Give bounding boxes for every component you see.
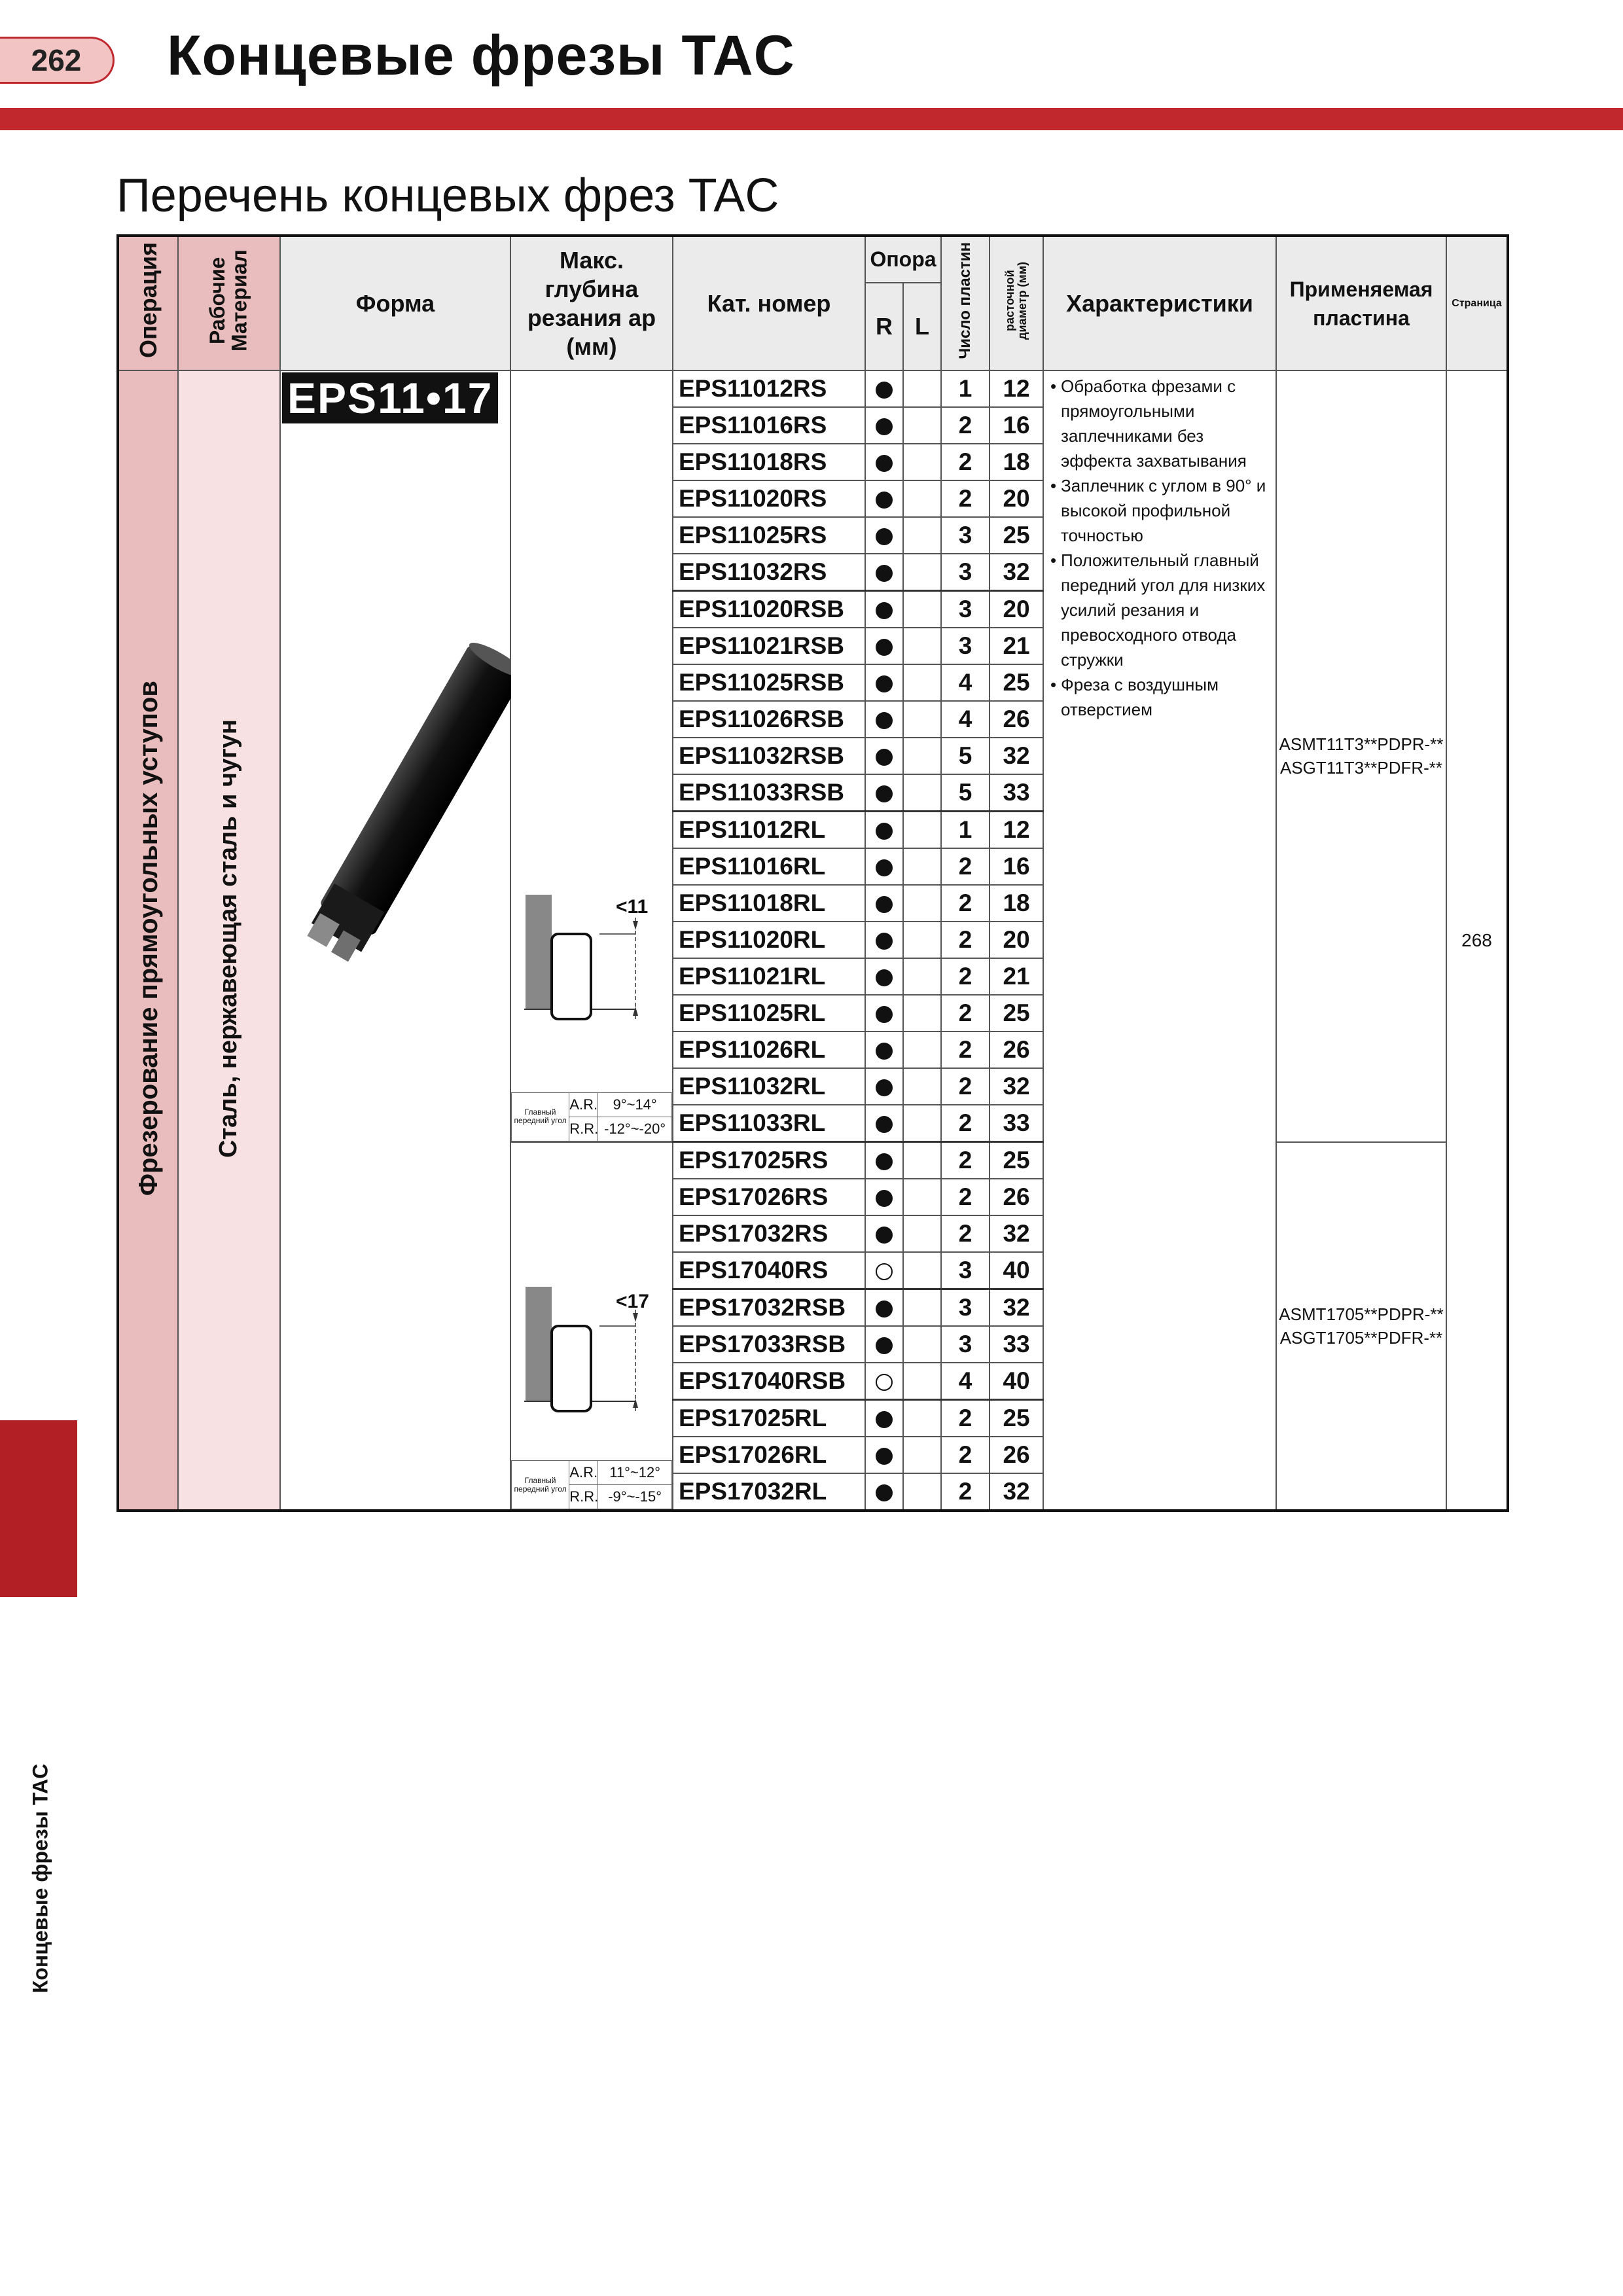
feature-item: • Положительный главный передний угол для низких усилий резания и превосходного отвода стружки	[1050, 550, 1266, 670]
depth-cell-17	[510, 1142, 673, 1511]
filled-circle-icon	[876, 528, 893, 545]
bore-diameter: 26	[990, 701, 1043, 738]
filled-circle-icon	[876, 565, 893, 582]
operation-cell: Фрезерование прямоугольных уступов	[118, 370, 178, 1511]
catalog-number: EPS17040RSB	[673, 1363, 865, 1400]
catalog-number: EPS11018RS	[673, 444, 865, 480]
feature-item: • Обработка фрезами с прямоугольными заплечниками без эффекта захватывания	[1050, 376, 1247, 471]
insert-count: 2	[941, 1031, 990, 1068]
bore-diameter: 25	[990, 517, 1043, 554]
support-l-mark	[903, 628, 941, 664]
insert-count: 2	[941, 1142, 990, 1179]
catalog-number: EPS11025RSB	[673, 664, 865, 701]
depth-label: <11	[616, 896, 649, 918]
support-l-mark	[903, 1326, 941, 1363]
header-cat-no: Кат. номер	[673, 236, 865, 370]
support-l-mark	[903, 1400, 941, 1437]
insert-count: 2	[941, 1105, 990, 1142]
support-l-mark	[903, 1031, 941, 1068]
insert-count: 2	[941, 885, 990, 922]
support-r-mark	[865, 370, 903, 407]
header-form: Форма	[280, 236, 510, 370]
catalog-number: EPS17025RS	[673, 1142, 865, 1179]
catalog-number: EPS11021RSB	[673, 628, 865, 664]
insert-count: 5	[941, 774, 990, 812]
ar-label: A.R.	[569, 1092, 598, 1117]
insert-count: 3	[941, 517, 990, 554]
support-l-mark	[903, 774, 941, 812]
insert-count: 2	[941, 1400, 990, 1437]
insert-count: 2	[941, 958, 990, 995]
catalog-number: EPS17033RSB	[673, 1326, 865, 1363]
rake-angle-table	[511, 1460, 672, 1509]
header-depth: Макс. глубина резания ар (мм)	[510, 236, 673, 370]
open-circle-icon	[876, 1263, 893, 1280]
header-insert-type: Применяемая пластина	[1276, 236, 1446, 370]
form-cell	[280, 370, 510, 1511]
insert-line: ASMT1705**PDPR-**	[1279, 1304, 1444, 1324]
support-l-mark	[903, 701, 941, 738]
support-r-mark	[865, 738, 903, 774]
filled-circle-icon	[876, 1190, 893, 1207]
insert-count: 2	[941, 407, 990, 444]
catalog-number: EPS17040RS	[673, 1252, 865, 1289]
rake-label: Главный передний угол	[512, 1461, 569, 1509]
filled-circle-icon	[876, 749, 893, 766]
page-ref: 268	[1446, 370, 1508, 1511]
catalog-number: EPS11032RSB	[673, 738, 865, 774]
bore-diameter: 21	[990, 628, 1043, 664]
insert-count: 3	[941, 554, 990, 591]
insert-cell-17	[1276, 1142, 1446, 1511]
end-mill-tool-image	[281, 371, 511, 1418]
filled-circle-icon	[876, 1484, 893, 1501]
support-r-mark	[865, 480, 903, 517]
catalog-number: EPS11032RS	[673, 554, 865, 591]
bore-diameter: 20	[990, 591, 1043, 628]
filled-circle-icon	[876, 1043, 893, 1060]
bore-diameter: 40	[990, 1252, 1043, 1289]
catalog-number: EPS17032RSB	[673, 1289, 865, 1327]
catalog-number: EPS11025RS	[673, 517, 865, 554]
feature-item: • Фреза с воздушным отверстием	[1050, 675, 1219, 719]
filled-circle-icon	[876, 969, 893, 986]
support-r-mark	[865, 1142, 903, 1179]
insert-line: ASGT1705**PDFR-**	[1279, 1327, 1443, 1348]
bore-diameter: 21	[990, 958, 1043, 995]
rr-label: R.R.	[569, 1117, 598, 1141]
header-support-l: L	[903, 283, 941, 370]
support-l-mark	[903, 1289, 941, 1327]
rake-angle-table	[511, 1092, 672, 1141]
depth-label: <17	[616, 1290, 649, 1312]
bore-diameter: 32	[990, 1289, 1043, 1327]
support-r-mark	[865, 1400, 903, 1437]
filled-circle-icon	[876, 896, 893, 913]
support-r-mark	[865, 774, 903, 812]
catalog-number: EPS11020RL	[673, 922, 865, 958]
insert-count: 2	[941, 444, 990, 480]
support-l-mark	[903, 1215, 941, 1252]
support-r-mark	[865, 995, 903, 1031]
bore-diameter: 12	[990, 370, 1043, 407]
filled-circle-icon	[876, 1337, 893, 1354]
filled-circle-icon	[876, 675, 893, 692]
insert-count: 2	[941, 480, 990, 517]
support-l-mark	[903, 1437, 941, 1473]
bore-diameter: 32	[990, 1215, 1043, 1252]
bore-diameter: 25	[990, 995, 1043, 1031]
rr-label: R.R.	[569, 1485, 598, 1509]
filled-circle-icon	[876, 1153, 893, 1170]
table-body	[118, 370, 1508, 1511]
ar-label: A.R.	[569, 1461, 598, 1485]
support-l-mark	[903, 444, 941, 480]
rr-value: -12°~-20°	[598, 1117, 672, 1141]
header-operation: Операция	[118, 236, 178, 370]
catalog-number: EPS11012RL	[673, 812, 865, 849]
header-page: Страница	[1446, 236, 1508, 370]
filled-circle-icon	[876, 1116, 893, 1133]
support-r-mark	[865, 848, 903, 885]
page-number: 262	[31, 43, 82, 77]
insert-count: 1	[941, 370, 990, 407]
filled-circle-icon	[876, 712, 893, 729]
catalog-number: EPS11020RSB	[673, 591, 865, 628]
catalog-number: EPS11026RSB	[673, 701, 865, 738]
depth-cell-11	[510, 370, 673, 1142]
support-r-mark	[865, 517, 903, 554]
side-tab-label: Концевые фрезы TAC	[28, 1763, 52, 1994]
insert-count: 3	[941, 591, 990, 628]
support-r-mark	[865, 1031, 903, 1068]
page-number-badge	[0, 37, 115, 84]
bore-diameter: 26	[990, 1031, 1043, 1068]
insert-count: 2	[941, 922, 990, 958]
header-support: Опора	[865, 236, 941, 283]
insert-count: 1	[941, 812, 990, 849]
bore-diameter: 18	[990, 444, 1043, 480]
support-l-mark	[903, 1473, 941, 1511]
bore-diameter: 20	[990, 480, 1043, 517]
bore-diameter: 40	[990, 1363, 1043, 1400]
bore-diameter: 25	[990, 1400, 1043, 1437]
support-l-mark	[903, 370, 941, 407]
support-r-mark	[865, 1473, 903, 1511]
filled-circle-icon	[876, 382, 893, 399]
header-support-r: R	[865, 283, 903, 370]
support-l-mark	[903, 664, 941, 701]
insert-count: 3	[941, 628, 990, 664]
table-row	[118, 370, 1508, 407]
insert-count: 3	[941, 1252, 990, 1289]
bore-diameter: 16	[990, 407, 1043, 444]
support-l-mark	[903, 1105, 941, 1142]
catalog-number: EPS17025RL	[673, 1400, 865, 1437]
support-r-mark	[865, 1105, 903, 1142]
filled-circle-icon	[876, 418, 893, 435]
catalog-number: EPS11020RS	[673, 480, 865, 517]
catalog-number: EPS11026RL	[673, 1031, 865, 1068]
support-l-mark	[903, 591, 941, 628]
filled-circle-icon	[876, 602, 893, 619]
rr-value: -9°~-15°	[598, 1485, 672, 1509]
insert-count: 2	[941, 1215, 990, 1252]
support-r-mark	[865, 922, 903, 958]
support-r-mark	[865, 1437, 903, 1473]
support-l-mark	[903, 1142, 941, 1179]
insert-count: 5	[941, 738, 990, 774]
rake-label: Главный передний угол	[512, 1092, 569, 1141]
support-l-mark	[903, 995, 941, 1031]
catalog-number: EPS11021RL	[673, 958, 865, 995]
header-bore: расточной диаметр (мм)	[990, 236, 1043, 370]
support-r-mark	[865, 1363, 903, 1400]
support-r-mark	[865, 444, 903, 480]
support-l-mark	[903, 517, 941, 554]
bore-diameter: 18	[990, 885, 1043, 922]
catalog-number: EPS11033RSB	[673, 774, 865, 812]
insert-line: ASMT11T3**PDPR-**	[1279, 734, 1444, 755]
insert-count: 2	[941, 1437, 990, 1473]
catalog-number: EPS17032RS	[673, 1215, 865, 1252]
insert-count: 2	[941, 1068, 990, 1105]
filled-circle-icon	[876, 1411, 893, 1428]
catalog-number: EPS17026RS	[673, 1179, 865, 1215]
filled-circle-icon	[876, 455, 893, 472]
bore-diameter: 12	[990, 812, 1043, 849]
insert-count: 2	[941, 848, 990, 885]
bore-diameter: 33	[990, 1326, 1043, 1363]
support-l-mark	[903, 812, 941, 849]
catalog-number: EPS11032RL	[673, 1068, 865, 1105]
support-r-mark	[865, 1068, 903, 1105]
catalog-number: EPS11016RS	[673, 407, 865, 444]
ar-value: 9°~14°	[598, 1092, 672, 1117]
bore-diameter: 32	[990, 1068, 1043, 1105]
support-r-mark	[865, 1179, 903, 1215]
support-l-mark	[903, 1252, 941, 1289]
support-l-mark	[903, 885, 941, 922]
filled-circle-icon	[876, 1227, 893, 1244]
catalog-number: EPS11012RS	[673, 370, 865, 407]
header-material: Рабочие Материал	[178, 236, 280, 370]
insert-count: 4	[941, 664, 990, 701]
support-l-mark	[903, 1179, 941, 1215]
filled-circle-icon	[876, 492, 893, 509]
filled-circle-icon	[876, 1079, 893, 1096]
support-l-mark	[903, 480, 941, 517]
support-r-mark	[865, 1326, 903, 1363]
support-r-mark	[865, 628, 903, 664]
material-cell: Сталь, нержавеющая сталь и чугун	[178, 370, 280, 1511]
support-l-mark	[903, 554, 941, 591]
insert-count: 2	[941, 1179, 990, 1215]
bore-diameter: 33	[990, 1105, 1043, 1142]
filled-circle-icon	[876, 785, 893, 802]
insert-count: 3	[941, 1326, 990, 1363]
end-mill-table	[116, 234, 1509, 1512]
support-r-mark	[865, 1289, 903, 1327]
filled-circle-icon	[876, 1448, 893, 1465]
support-l-mark	[903, 1363, 941, 1400]
insert-count: 4	[941, 701, 990, 738]
filled-circle-icon	[876, 859, 893, 876]
header-features: Характеристики	[1043, 236, 1276, 370]
support-r-mark	[865, 407, 903, 444]
insert-cell-11	[1276, 370, 1446, 1142]
bore-diameter: 32	[990, 554, 1043, 591]
catalog-number: EPS17026RL	[673, 1437, 865, 1473]
bore-diameter: 26	[990, 1437, 1043, 1473]
support-r-mark	[865, 885, 903, 922]
series-label: EPS11•17	[282, 372, 498, 423]
insert-count: 3	[941, 1289, 990, 1327]
feature-item: • Заплечник с углом в 90° и высокой профильной точностью	[1050, 476, 1266, 545]
support-l-mark	[903, 1068, 941, 1105]
support-r-mark	[865, 591, 903, 628]
filled-circle-icon	[876, 1006, 893, 1023]
catalog-number: EPS11018RL	[673, 885, 865, 922]
bore-diameter: 16	[990, 848, 1043, 885]
section-title: Перечень концевых фрез TAC	[116, 170, 779, 222]
bore-diameter: 20	[990, 922, 1043, 958]
support-r-mark	[865, 701, 903, 738]
bore-diameter: 33	[990, 774, 1043, 812]
support-l-mark	[903, 407, 941, 444]
support-l-mark	[903, 958, 941, 995]
catalog-number: EPS17032RL	[673, 1473, 865, 1511]
filled-circle-icon	[876, 639, 893, 656]
bore-diameter: 32	[990, 738, 1043, 774]
support-l-mark	[903, 922, 941, 958]
support-r-mark	[865, 554, 903, 591]
side-tab-block	[0, 1420, 77, 1597]
features-cell	[1043, 370, 1276, 1511]
catalog-number: EPS11016RL	[673, 848, 865, 885]
support-r-mark	[865, 812, 903, 849]
support-r-mark	[865, 1215, 903, 1252]
header-rule	[0, 108, 1623, 130]
bore-diameter: 25	[990, 1142, 1043, 1179]
bore-diameter: 25	[990, 664, 1043, 701]
insert-count: 4	[941, 1363, 990, 1400]
filled-circle-icon	[876, 823, 893, 840]
filled-circle-icon	[876, 933, 893, 950]
support-r-mark	[865, 1252, 903, 1289]
ar-value: 11°~12°	[598, 1461, 672, 1485]
open-circle-icon	[876, 1374, 893, 1391]
insert-count: 2	[941, 995, 990, 1031]
page-title: Концевые фрезы TAC	[167, 24, 795, 87]
filled-circle-icon	[876, 1300, 893, 1318]
support-r-mark	[865, 958, 903, 995]
insert-count: 2	[941, 1473, 990, 1511]
support-r-mark	[865, 664, 903, 701]
catalog-number: EPS11025RL	[673, 995, 865, 1031]
bore-diameter: 32	[990, 1473, 1043, 1511]
insert-line: ASGT11T3**PDFR-**	[1280, 758, 1443, 778]
header-inserts: Число пластин	[941, 236, 990, 370]
support-l-mark	[903, 848, 941, 885]
catalog-number: EPS11033RL	[673, 1105, 865, 1142]
support-l-mark	[903, 738, 941, 774]
bore-diameter: 26	[990, 1179, 1043, 1215]
